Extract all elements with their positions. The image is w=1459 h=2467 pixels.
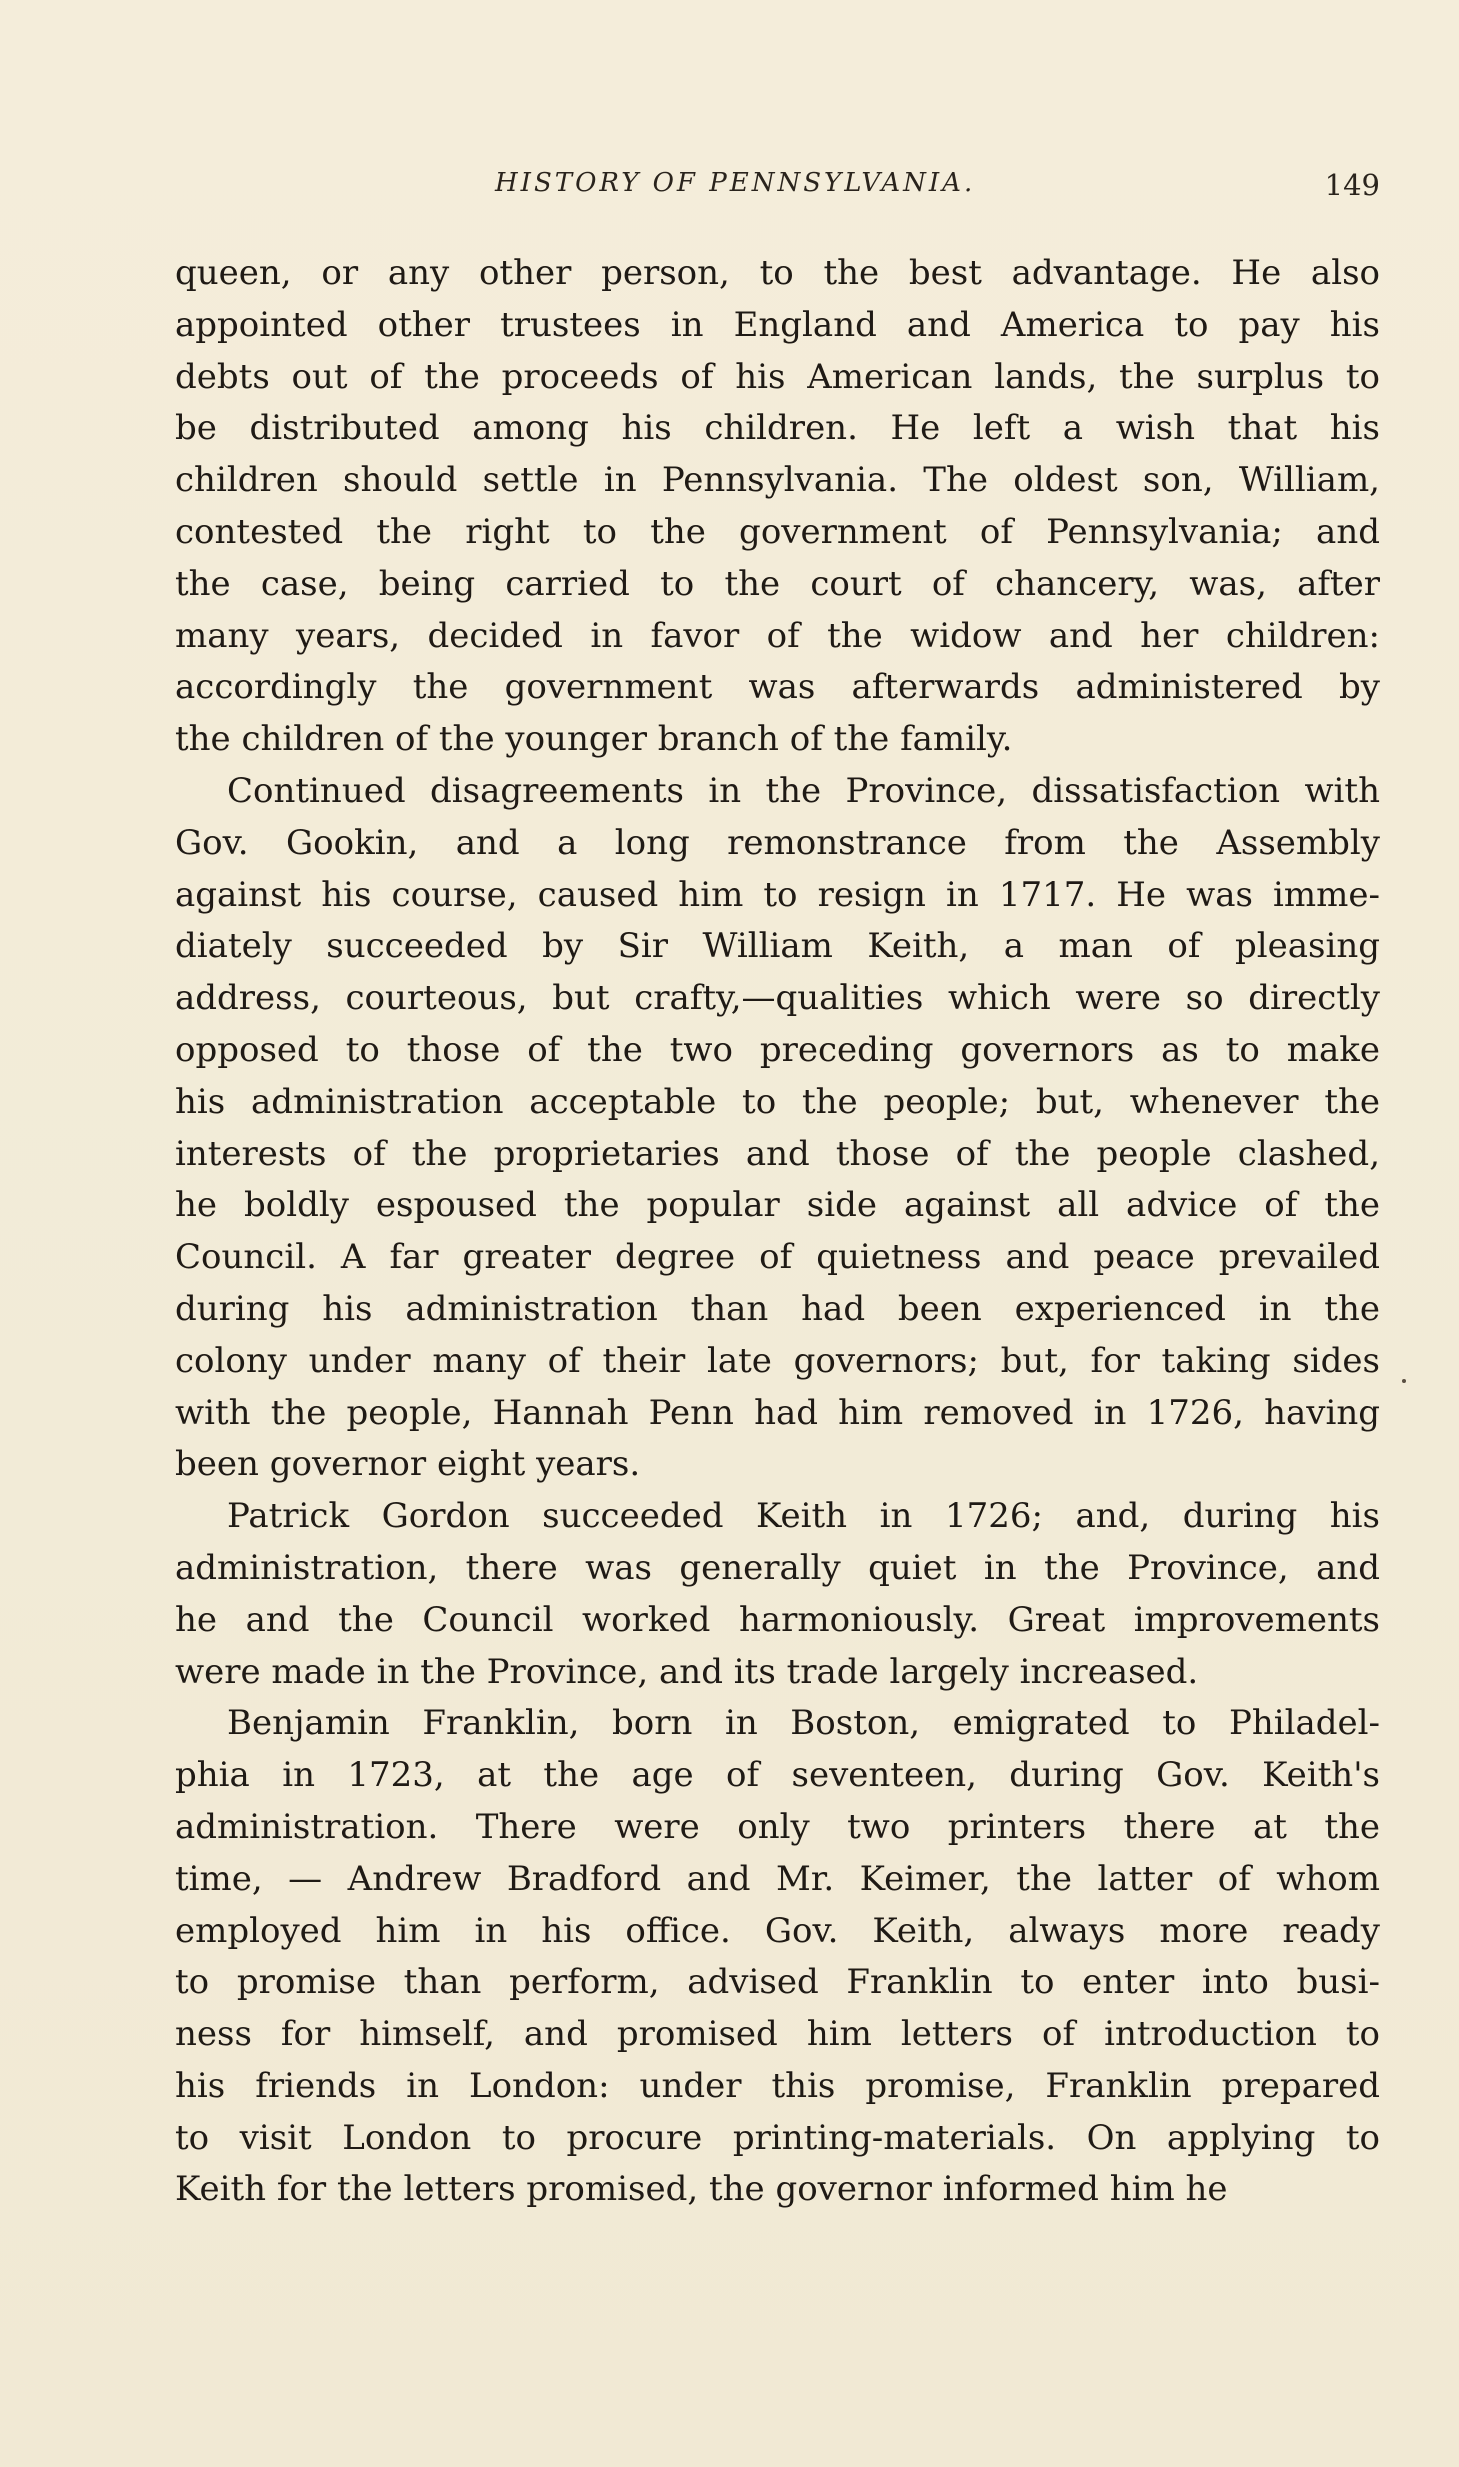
text-line: Benjamin Franklin, born in Boston, emigrated to Philadel- [227, 1703, 1380, 1744]
paragraph [175, 248, 1380, 766]
text-line: colony under many of their late governors; but, for taking sides [175, 1340, 1380, 1381]
text-line: the children of the younger branch of the family. [175, 719, 1013, 760]
text-line: he and the Council worked harmoniously. Great improvements [175, 1599, 1380, 1640]
page-number: 149 [1324, 168, 1380, 202]
text-line: time, — Andrew Bradford and Mr. Keimer, the latter of whom [175, 1858, 1380, 1899]
text-line: Council. A far greater degree of quietness and peace prevailed [175, 1237, 1380, 1278]
text-line: interests of the proprietaries and those of the people clashed, [175, 1133, 1380, 1174]
text-line: Patrick Gordon succeeded Keith in 1726; and, during his [227, 1496, 1380, 1537]
running-title: HISTORY OF PENNSYLVANIA. [495, 168, 976, 198]
text-line: administration, there was generally quiet in the Province, and [175, 1547, 1380, 1588]
text-line: opposed to those of the two preceding governors as to make [175, 1029, 1380, 1070]
paragraph [175, 766, 1380, 1491]
ink-speck [1402, 1379, 1406, 1383]
text-line: during his administration than had been experienced in the [175, 1288, 1380, 1329]
text-line: diately succeeded by Sir William Keith, a man of pleasing [175, 926, 1380, 967]
text-line: been governor eight years. [175, 1444, 641, 1485]
text-line: accordingly the government was afterwards administered by [175, 667, 1380, 708]
text-line: employed him in his office. Gov. Keith, always more ready [175, 1910, 1380, 1951]
text-line: the case, being carried to the court of chancery, was, after [175, 563, 1380, 604]
text-line: to promise than perform, advised Franklin to enter into busi- [175, 1962, 1380, 2003]
paragraph [175, 1491, 1380, 1698]
paragraph [175, 1698, 1380, 2216]
text-line: appointed other trustees in England and America to pay his [175, 304, 1380, 345]
text-line: many years, decided in favor of the widow and her children: [175, 615, 1380, 656]
text-line: queen, or any other person, to the best advantage. He also [175, 253, 1380, 293]
text-line: debts out of the proceeds of his American lands, the surplus to [175, 356, 1380, 397]
body-text [175, 248, 1380, 2216]
text-line: his friends in London: under this promise, Franklin prepared [175, 2065, 1380, 2106]
text-line: children should settle in Pennsylvania. The oldest son, William, [175, 460, 1380, 501]
text-line: with the people, Hannah Penn had him removed in 1726, having [175, 1392, 1380, 1433]
text-line: Gov. Gookin, and a long remonstrance from the Assembly [175, 822, 1380, 863]
text-line: against his course, caused him to resign in 1717. He was imme- [175, 874, 1380, 915]
text-line: ness for himself, and promised him letters of introduction to [175, 2014, 1380, 2055]
text-line: phia in 1723, at the age of seventeen, during Gov. Keith's [175, 1755, 1380, 1796]
text-line: Continued disagreements in the Province, dissatisfaction with [227, 770, 1380, 811]
text-line: to visit London to procure printing-materials. On applying to [175, 2117, 1380, 2158]
text-line: administration. There were only two printers there at the [175, 1806, 1380, 1847]
text-line: be distributed among his children. He left a wish that his [175, 408, 1380, 449]
running-head [175, 168, 1380, 212]
text-line: he boldly espoused the popular side against all advice of the [175, 1185, 1380, 1226]
text-line: his administration acceptable to the people; but, whenever the [175, 1081, 1380, 1122]
text-line: address, courteous, but crafty,—qualities which were so directly [175, 978, 1380, 1019]
text-line: were made in the Province, and its trade largely increased. [175, 1651, 1199, 1692]
text-line: Keith for the letters promised, the governor informed him he [175, 2169, 1228, 2210]
text-line: contested the right to the government of Pennsylvania; and [175, 511, 1380, 552]
